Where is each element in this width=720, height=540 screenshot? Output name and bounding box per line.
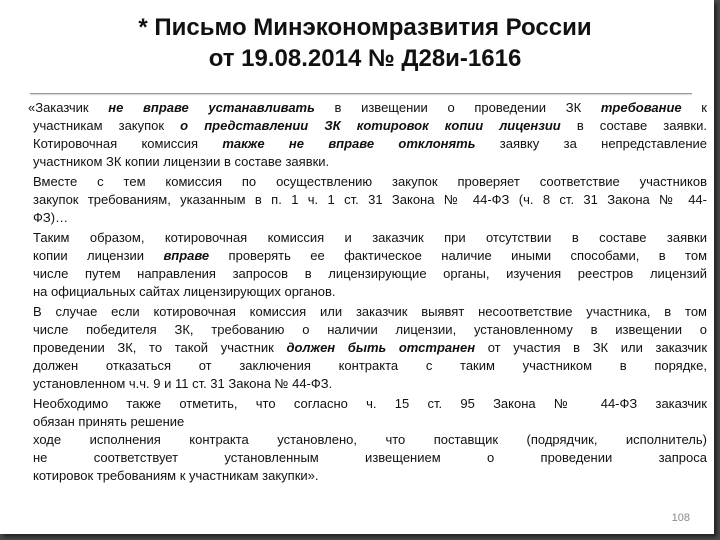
text-run: от участия в ЗК или заказчик: [475, 340, 708, 355]
text-run: в извещении о проведении ЗК: [314, 100, 601, 115]
text-run: проверять ее фактическое наличие иными способами, в том: [209, 248, 708, 263]
text-line: закупок требованиям, указанным в п. 1 ч. 1 ст. 31 Закона № 44-ФЗ (ч. 8 ст. 31 Закона № 44-: [33, 192, 707, 207]
title-line-2: от 19.08.2014 № Д28и-1616: [208, 45, 522, 72]
emphasized-text: вправе: [163, 248, 210, 263]
text-line: [33, 247, 707, 265]
text-line: В случае если котировочная комиссия или заказчик выявят несоответствие участника, в том: [33, 304, 707, 319]
text-run: участником ЗК копии лицензии в составе заявки.: [33, 154, 330, 169]
text-line: Необходимо также отметить, что согласно ч. 15 ст. 95 Закона № 44-ФЗ заказчик: [33, 396, 707, 411]
text-run: копии лицензии: [33, 248, 164, 263]
text-line: числе путем направления запросов в лицензирующие органы, изучения реестров лицензий: [33, 266, 707, 281]
text-line: установленном ч.ч. 9 и 11 ст. 31 Закона № 44-ФЗ.: [33, 376, 333, 391]
text-line: должен отказаться от заключения контракта с таким участником в порядке,: [33, 358, 707, 373]
text-line: числе победителя ЗК, требованию о наличии лицензии, установленному в извещении о: [33, 322, 707, 337]
text-run: к: [681, 100, 707, 115]
text-line: на официальных сайтах лицензирующих органов.: [33, 284, 336, 299]
text-run: в составе заявки.: [560, 118, 707, 133]
text-run: «Заказчик: [28, 100, 109, 115]
text-line: Таким образом, котировочная комиссия и заказчик при отсутствии в составе заявки: [33, 230, 707, 245]
text-line: ФЗ)…: [33, 210, 69, 225]
emphasized-text: не вправе устанавливать: [108, 100, 315, 115]
emphasized-text: требование: [600, 100, 682, 115]
emphasized-text: о представлении ЗК котировок копии лицензии: [180, 118, 561, 133]
text-line: ходе исполнения контракта установлено, что поставщик (подрядчик, исполнитель): [33, 432, 707, 447]
text-line: [33, 135, 707, 153]
text-line: Вместе с тем комиссия по осуществлению закупок проверяет соответствие участников: [33, 174, 707, 189]
text-line: обязан принять решение: [33, 414, 185, 429]
page-number: 108: [671, 512, 690, 524]
text-line: котировок требованиям к участникам закупки».: [33, 468, 319, 483]
title-divider: [30, 93, 692, 94]
text-line: не соответствует установленным извещением о проведении запроса: [33, 450, 707, 465]
text-line: [33, 117, 707, 135]
emphasized-text: также не вправе отклонять: [222, 136, 476, 151]
text-run: проведении ЗК, то такой участник: [33, 340, 287, 355]
emphasized-text: должен быть отстранен: [286, 340, 476, 355]
text-line: [28, 99, 707, 117]
text-line: [33, 339, 707, 357]
letter-text: [28, 99, 708, 485]
text-run: участникам закупок: [33, 118, 181, 133]
title-line-1: * Письмо Минэкономразвития России: [138, 14, 592, 41]
text-run: Котировочная комиссия: [33, 136, 223, 151]
text-run: заявку за непредставление: [475, 136, 707, 151]
text-line: [33, 153, 707, 171]
slide-title: [20, 12, 710, 74]
